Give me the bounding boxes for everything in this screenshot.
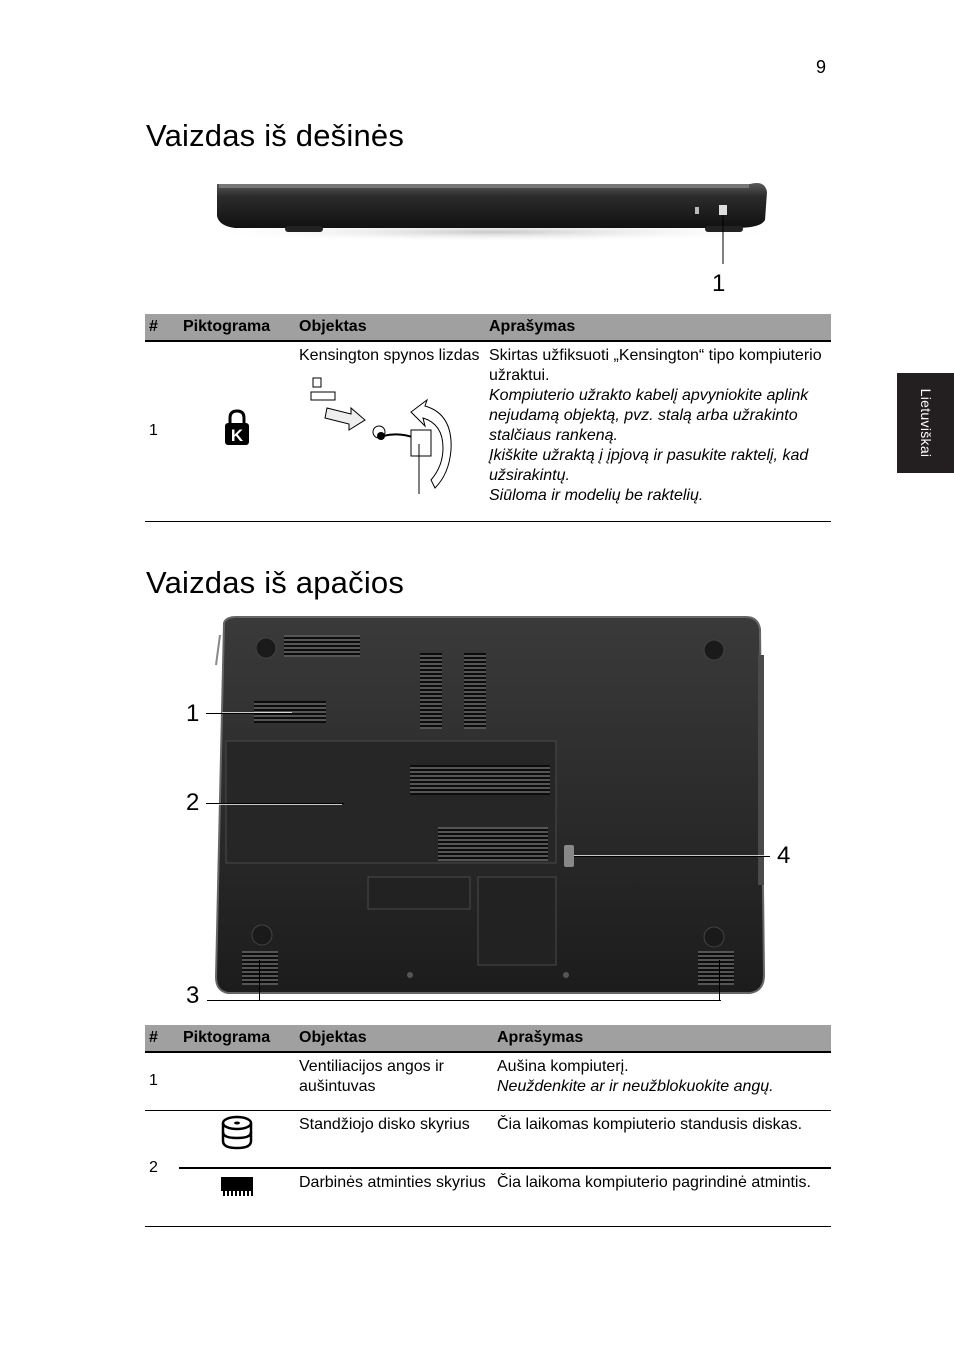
language-tab-label: Lietuviškai (917, 388, 934, 458)
laptop-right-side-figure (195, 172, 815, 272)
description-text: Čia laikomas kompiuterio standusis diskas. (493, 1110, 831, 1168)
callout-line (259, 960, 260, 1000)
callout-bottom-4: 4 (777, 842, 791, 869)
callout-line (574, 856, 770, 857)
table-header-row (145, 1025, 831, 1052)
description-note: Įkiškite užraktą į įpjovą ir pasukite raktelį, kad užsirakintų. (489, 447, 809, 484)
header-description: Aprašymas (493, 1025, 831, 1052)
callout-line (207, 1000, 721, 1001)
description-note: Kompiuterio užrakto kabelį apvyniokite aplink nejudamą objektą, pvz. stalą arba užrakinto stalčiaus rankeną. (489, 387, 809, 444)
description-text: Skirtas užfiksuoti „Kensington“ tipo kompiuterio užraktui. (489, 347, 822, 384)
description-note: Siūloma ir modelių be raktelių. (489, 487, 704, 504)
svg-text:K: K (230, 426, 244, 446)
description-text: Aušina kompiuterį. (497, 1058, 629, 1075)
icon-cell (179, 341, 295, 521)
table-row (145, 341, 831, 521)
object-name: Darbinės atminties skyrius (295, 1168, 493, 1226)
callout-line (206, 803, 344, 804)
section-title-right-view: Vaizdas iš dešinės (146, 118, 405, 153)
callout-right-1: 1 (712, 270, 726, 297)
table-row (145, 1110, 831, 1168)
table-header-row (145, 314, 831, 341)
page-number: 9 (816, 57, 827, 77)
header-description: Aprašymas (485, 314, 831, 341)
kensington-lock-icon (222, 409, 252, 447)
header-object: Objektas (295, 1025, 493, 1052)
row-number: 1 (145, 341, 179, 521)
bottom-view-table (145, 1025, 831, 1227)
row-number: 2 (145, 1110, 179, 1226)
callout-line (206, 713, 292, 714)
section-title-bottom-view: Vaizdas iš apačios (146, 565, 405, 600)
table-row (145, 1168, 831, 1226)
header-icon: Piktograma (179, 314, 295, 341)
table-row (145, 1052, 831, 1110)
hard-disk-icon (220, 1115, 254, 1151)
object-name: Standžiojo disko skyrius (295, 1110, 493, 1168)
row-number: 1 (145, 1052, 179, 1110)
callout-line (719, 960, 720, 1000)
header-object: Objektas (295, 314, 485, 341)
callout-bottom-2: 2 (186, 789, 200, 816)
callout-bottom-1: 1 (186, 700, 200, 727)
icon-cell (179, 1110, 295, 1168)
header-number: # (145, 1025, 179, 1052)
icon-cell (179, 1168, 295, 1226)
description-note: Neuždenkite ar ir neužblokuokite angų. (497, 1078, 774, 1095)
right-view-table (145, 314, 831, 522)
memory-icon (220, 1173, 254, 1199)
icon-cell (179, 1052, 295, 1110)
header-number: # (145, 314, 179, 341)
header-icon: Piktograma (179, 1025, 295, 1052)
language-tab (897, 373, 954, 473)
description-cell (485, 341, 831, 521)
object-name: Kensington spynos lizdas (299, 347, 480, 364)
description-text: Čia laikoma kompiuterio pagrindinė atmintis. (493, 1168, 831, 1226)
description-cell (493, 1052, 831, 1110)
object-name: Ventiliacijos angos ir aušintuvas (295, 1052, 493, 1110)
object-cell (295, 341, 485, 521)
laptop-bottom-figure (180, 615, 800, 1010)
kensington-lock-illustration (299, 374, 459, 498)
callout-bottom-3: 3 (186, 982, 200, 1009)
